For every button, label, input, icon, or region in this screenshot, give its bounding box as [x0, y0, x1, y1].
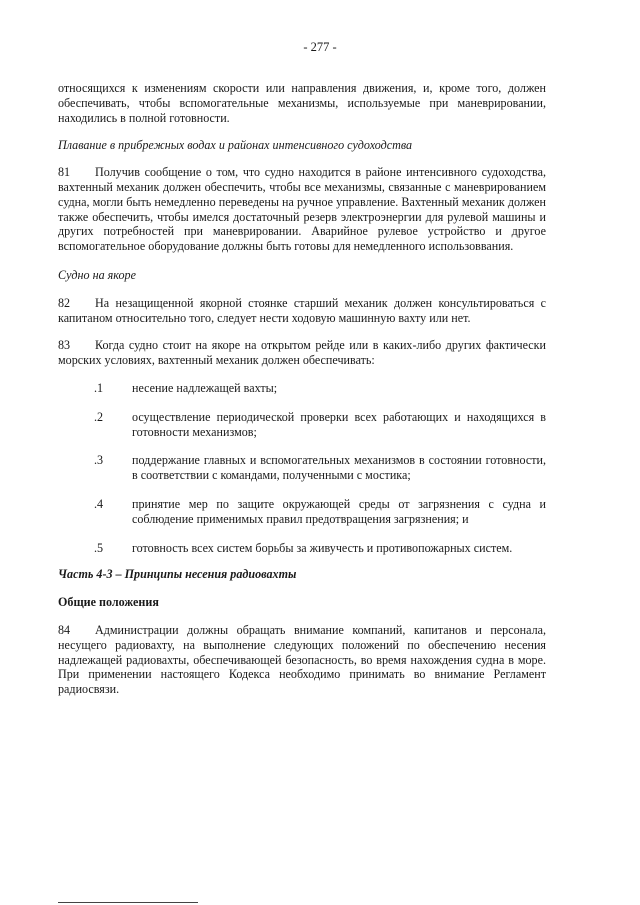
paragraph-81	[58, 165, 546, 254]
list-item-2	[58, 410, 546, 440]
list-item-3	[58, 453, 546, 483]
list-item-number: .5	[94, 540, 104, 555]
page-content	[58, 81, 546, 697]
paragraph-84-number: 84	[58, 622, 71, 637]
list-item-text: принятие мер по защите окружающей среды от загрязнения с судна и соблюдение применимых правил предотвращения загрязнения; и	[132, 496, 546, 526]
footnote-divider	[58, 902, 198, 903]
paragraph-82-number: 82	[58, 295, 71, 310]
heading-at-anchor: Судно на якоре	[58, 267, 136, 282]
page-number: - 277 -	[303, 40, 337, 54]
list-item-4	[58, 497, 546, 527]
paragraph-83-number: 83	[58, 338, 71, 353]
heading-general-provisions: Общие положения	[58, 595, 159, 610]
paragraph-84-text: Администрации должны обращать внимание компаний, капитанов и персонала, несущего радиовахту, на выполнение следующих положений по обеспечению несения надлежащей радиовахты, обеспечивающей безопасность, во время нахождения судна в море. При применении настоящего Кодекса необходимо принимать во внимание Регламент радиосвязи.	[58, 622, 546, 697]
list-item-5	[58, 541, 546, 556]
list-item-text: готовность всех систем борьбы за живучесть и противопожарных систем.	[132, 540, 513, 555]
heading-part-4-3: Часть 4-3 – Принципы несения радиовахты	[58, 567, 297, 582]
paragraph-81-text: Получив сообщение о том, что судно находится в районе интенсивного судоходства, вахтенный механик должен обеспечить, чтобы все механизмы, связанные с маневрированием судна, могли быть немедленно переведены на ручное управление. Вахтенный механик должен также обеспечить, чтобы имелся достаточный резерв электроэнергии для рулевой машины и других потребностей при маневрировании. Аварийное рулевое устройство и другое вспомогательное оборудование должны быть готовы для немедленного использоввания.	[58, 165, 546, 254]
list-item-number: .1	[94, 380, 104, 395]
heading-coastal-navigation: Плавание в прибрежных водах и районах интенсивного судоходства	[58, 138, 413, 153]
paragraph-82	[58, 296, 546, 326]
paragraph-continued: относящихся к изменениям скорости или направления движения, и, кроме того, должен обеспечивать, чтобы вспомогательные механизмы, используемые при маневрировании, находились в полной готовности.	[58, 81, 546, 125]
paragraph-84	[58, 623, 546, 697]
list-item-text: осуществление периодической проверки всех работающих и находящихся в готовности механизмов;	[132, 409, 546, 439]
paragraph-83-text: Когда судно стоит на якоре на открытом рейде или в каких-либо других фактически морских условиях, вахтенный механик должен обеспечивать:	[58, 338, 546, 368]
list-item-text: поддержание главных и вспомогательных механизмов в состоянии готовности, в соответствии с командами, полученными с мостика;	[132, 453, 546, 483]
paragraph-83	[58, 338, 546, 368]
list-item-number: .2	[94, 409, 104, 424]
list-item-number: .4	[94, 496, 104, 511]
list-item-number: .3	[94, 453, 104, 468]
list-item-text: несение надлежащей вахты;	[132, 380, 278, 395]
paragraph-82-text: На незащищенной якорной стоянке старший механик должен консультироваться с капитаном относительно того, следует нести ходовую машинную вахту или нет.	[58, 295, 546, 325]
list-item-1	[58, 381, 546, 396]
paragraph-81-number: 81	[58, 165, 71, 180]
